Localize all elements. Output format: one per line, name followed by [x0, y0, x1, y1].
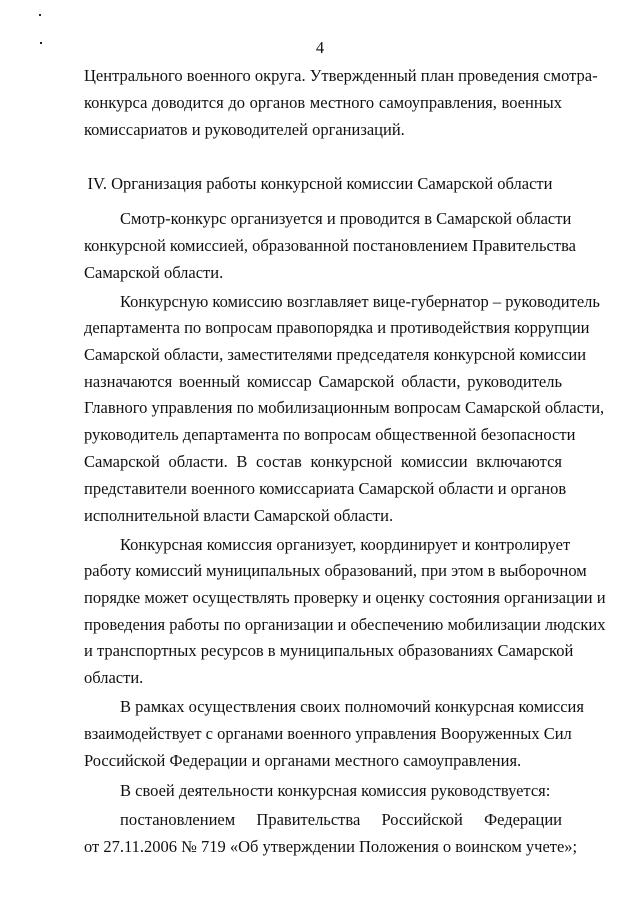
text-line: представители военного комиссариата Самарской области и органов [84, 479, 567, 498]
text-line: Самарской области, заместителями председателя конкурсной комиссии [84, 345, 587, 364]
text-line: В своей деятельности конкурсная комиссия руководствуется: [120, 781, 551, 800]
text-line: Российской Федерации и органами местного самоуправления. [84, 751, 522, 770]
scan-speck [39, 14, 41, 16]
text-line: Самарской области. [84, 263, 224, 282]
text-line: взаимодействует с органами военного управления Вооруженных Сил [84, 724, 572, 743]
text-line: В рамках осуществления своих полномочий конкурсная комиссия [120, 697, 584, 716]
text-line: Главного управления по мобилизационным вопросам Самарской области, [84, 398, 605, 417]
text-line: области. [84, 668, 144, 687]
text-line: департамента по вопросам правопорядка и противодействия коррупции [84, 318, 590, 337]
text-line: конкурсной комиссией, образованной постановлением Правительства [84, 236, 576, 255]
text-line: Смотр-конкурс организуется и проводится в Самарской области [120, 209, 572, 228]
text-line: Центрального военного округа. Утвержденный план проведения смотра- [84, 66, 598, 85]
text-line: конкурса доводится до органов местного самоуправления, военных [84, 93, 562, 112]
text-line: работу комиссий муниципальных образований, при этом в выборочном [84, 561, 587, 580]
text-line: комиссариатов и руководителей организаций. [84, 120, 405, 139]
section-heading: IV. Организация работы конкурсной комиссии Самарской области [87, 174, 553, 193]
text-line: руководитель департамента по вопросам общественной безопасности [84, 425, 576, 444]
text-line: исполнительной власти Самарской области. [84, 506, 394, 525]
text-line: Самарской области. В состав конкурсной комиссии включаются [84, 452, 562, 471]
text-line: порядке может осуществлять проверку и оценку состояния организации и [84, 588, 606, 607]
text-line: Конкурсную комиссию возглавляет вице-губернатор – руководитель [120, 292, 600, 311]
text-line: и транспортных ресурсов в муниципальных образованиях Самарской [84, 641, 574, 660]
text-line: Конкурсная комиссия организует, координирует и контролирует [120, 535, 571, 554]
text-line: назначаются военный комиссар Самарской области, руководитель [84, 372, 562, 391]
page-number: 4 [315, 38, 325, 57]
text-line: от 27.11.2006 № 719 «Об утверждении Положения о воинском учете»; [84, 837, 578, 856]
text-line: проведения работы по организации и обеспечению мобилизации людских [84, 615, 606, 634]
text-line: постановлением Правительства Российской Федерации [120, 810, 562, 829]
